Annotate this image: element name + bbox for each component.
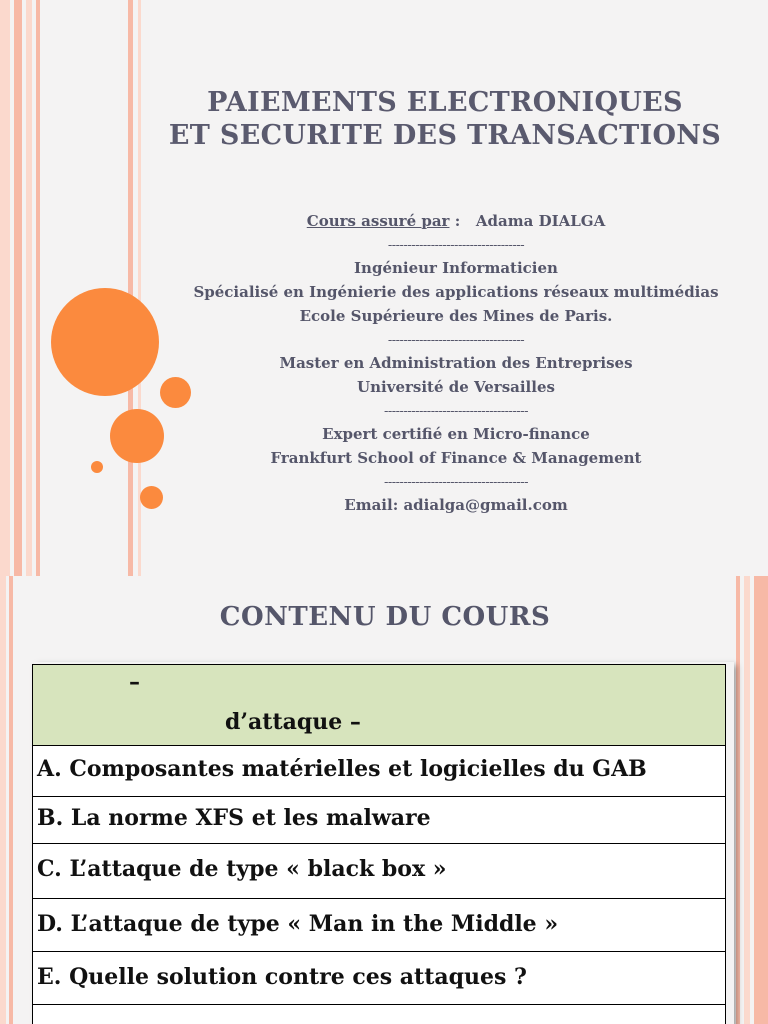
table-row bbox=[33, 951, 725, 1004]
author-line bbox=[150, 210, 762, 234]
decorative-stripe bbox=[128, 0, 133, 576]
decorative-stripe bbox=[0, 576, 6, 1024]
decorative-stripe bbox=[736, 576, 740, 1024]
slide-title bbox=[140, 86, 750, 152]
separator-line: ----------------------------------- bbox=[387, 237, 525, 253]
decorative-stripe bbox=[744, 576, 750, 1024]
decorative-stripe bbox=[754, 576, 768, 1024]
email-line: Email: adialga@gmail.com bbox=[344, 496, 568, 515]
decorative-stripe bbox=[9, 576, 13, 1024]
table-header bbox=[33, 665, 725, 745]
decorative-circle bbox=[51, 288, 159, 396]
info-line: Expert certifié en Micro-finance bbox=[322, 425, 590, 444]
separator-line: ------------------------------------- bbox=[383, 403, 529, 419]
info-line: Ecole Supérieure des Mines de Paris. bbox=[299, 306, 613, 325]
info-line: Spécialisé en Ingénierie des applications réseaux multimédias bbox=[193, 283, 719, 302]
header-text: d’attaque – bbox=[225, 709, 361, 735]
title-line: ET SECURITE DES TRANSACTIONS bbox=[168, 120, 722, 151]
contents-table bbox=[32, 664, 726, 1024]
author-info bbox=[150, 210, 762, 518]
table-row bbox=[33, 898, 725, 951]
header-text: – bbox=[129, 669, 140, 695]
slide-2 bbox=[0, 576, 768, 1024]
table-row bbox=[33, 745, 725, 796]
info-line: Ingénieur Informaticien bbox=[354, 259, 558, 278]
author-name: Adama DIALGA bbox=[475, 212, 606, 230]
decorative-stripe bbox=[36, 0, 40, 576]
row-text: A. Composantes matérielles et logicielles du GAB bbox=[37, 756, 647, 782]
row-text: C. L’attaque de type « black box » bbox=[37, 856, 447, 882]
row-text: D. L’attaque de type « Man in the Middle » bbox=[37, 911, 559, 937]
author-label: Cours assuré par bbox=[306, 212, 450, 230]
row-text: E. Quelle solution contre ces attaques ? bbox=[37, 964, 527, 990]
slide-title: CONTENU DU COURS bbox=[219, 602, 551, 632]
table-row bbox=[33, 796, 725, 843]
info-line: Frankfurt School of Finance & Management bbox=[270, 449, 642, 468]
row-text: B. La norme XFS et les malware bbox=[37, 805, 431, 831]
separator-line: ------------------------------------- bbox=[383, 474, 529, 490]
decorative-circle bbox=[91, 461, 103, 473]
separator-line: ----------------------------------- bbox=[387, 332, 525, 348]
decorative-stripe bbox=[0, 0, 10, 576]
decorative-stripe bbox=[14, 0, 22, 576]
table-row bbox=[33, 1004, 725, 1024]
info-line: Master en Administration des Entreprises bbox=[279, 354, 633, 373]
table-row bbox=[33, 843, 725, 898]
decorative-stripe bbox=[26, 0, 32, 576]
info-line: Université de Versailles bbox=[357, 377, 555, 396]
title-line: PAIEMENTS ELECTRONIQUES bbox=[207, 87, 683, 118]
author-separator: : bbox=[449, 212, 476, 230]
